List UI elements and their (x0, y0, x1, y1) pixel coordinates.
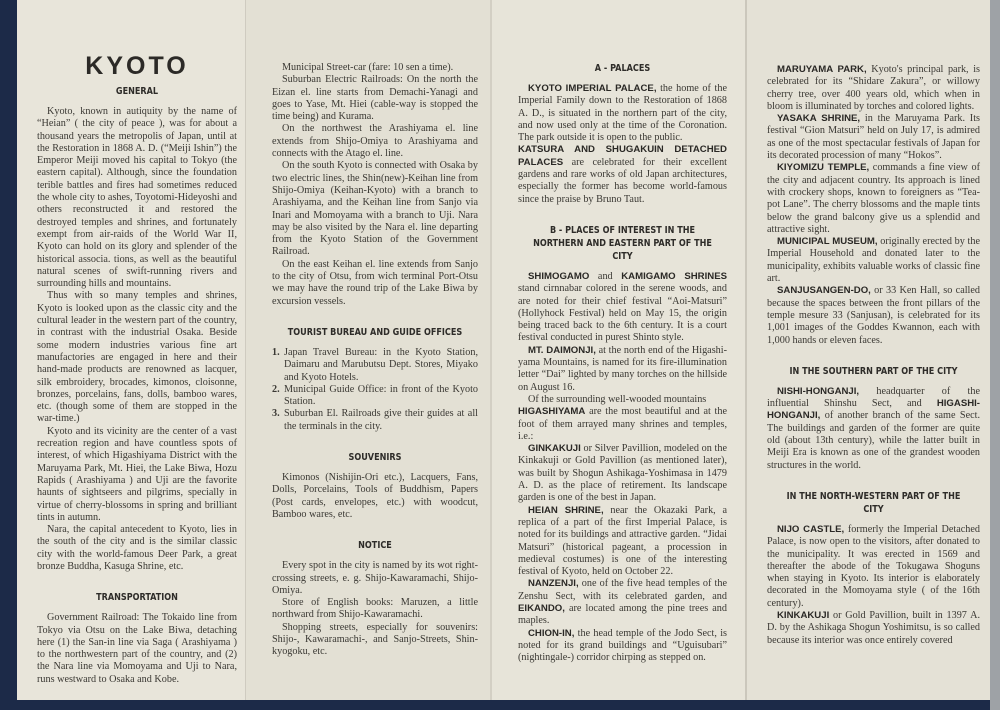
list-number: 3. (272, 408, 280, 420)
paragraph-text: headquarter of the influential Shinshu Sect, and (767, 385, 980, 410)
paragraph-lead: NISHI-HONGANJI, (777, 385, 860, 397)
list-number: 1. (272, 346, 280, 358)
paragraph-text: or Silver Pavillion, modeled on the Kinkakuji or Gold Pavillion (as mentioned later), was built by Shogun Ashikaga-Yoshimasa in 1479 A. D. as the place of retirement. Its landscape garden is one of the best in Japan. (518, 443, 727, 504)
paragraph (767, 113, 980, 162)
paragraph (272, 160, 478, 258)
paragraph-text: Government Railroad: The Tokaido line from Tokyo via Otsu on the Lake Biwa, detaching here (1) the San-in line via Saga ( Arashiyama ) to the northwestern part of the country, and (2) the Nara line via Momoyama and Uji to Nara, runs westward to Osaka and Kobe. (37, 612, 237, 685)
paragraph-text: Store of English books: Maruzen, a little northward from Shijo-Kawaramachi. (272, 597, 478, 621)
paragraph-text: On the northwest the Arashiyama el. line extends from Shijo-Omiya to Arashiyama and connects with the Atago el. line. (272, 123, 478, 160)
list-text: Municipal Guide Office: in front of the Kyoto Station. (284, 383, 478, 408)
paragraph-lead: HEIAN SHRINE, (528, 504, 604, 516)
paragraph-text: the head temple of the Jodo Sect, is noted for its grand buildings and “Uguisubari” (nightingale-) corridor chirping as stepped on. (518, 627, 727, 664)
paragraph-lead: EIKANDO, (518, 602, 565, 614)
paragraph (272, 74, 478, 123)
paragraph-text: Of the surrounding well-wooded mountains (528, 393, 707, 405)
list-number: 2. (272, 383, 280, 395)
paragraph-lead: SANJUSANGEN-DO, (777, 285, 871, 297)
paragraph (272, 62, 478, 74)
paragraph-text: of another branch of the same Sect. The buildings and garden of the former are quite old (about 13th century), while the latter built in Meiji Era is known as one of the grandest wooden structures in the world. (767, 410, 980, 471)
paragraph-text: Shopping streets, especially for souvenirs: Shijo-, Kawaramachi-, and Sanjo-Streets, Shin-kyogoku, etc. (272, 621, 478, 658)
paragraph-lead: NANZENJI, (528, 578, 579, 590)
paragraph-text: commands a fine view of the city and adjacent country. Its approach is lined with crockery shops, known to foreigners as “Tea-pot Lane”. The cherry blossoms and the maple tints below the grand balcony give us a splendid and attractive sight. (767, 162, 980, 235)
paragraph-lead: KAMIGAMO SHRINES (621, 270, 727, 282)
paragraph (37, 524, 237, 573)
paragraph (272, 597, 478, 622)
paragraph (37, 426, 237, 524)
paragraph (518, 505, 727, 579)
paragraph-text: are located among the pine trees and maples. (518, 602, 727, 627)
paragraph (272, 560, 478, 597)
panel-parks-temples (745, 0, 990, 700)
paragraph-lead: YASAKA SHRINE, (777, 113, 861, 125)
paragraph-text: and (589, 270, 622, 282)
section-heading: B - PLACES OF INTEREST IN THE NORTHERN AND EASTERN PART OF THE CITY (533, 224, 712, 262)
section-heading: SOUVENIRS (348, 452, 402, 464)
paragraph-lead: SHIMOGAMO (528, 270, 590, 282)
paragraph-text: Kyoto, known in autiquity by the name of “Heian” ( the city of peace ), was for about a thousand years the metropolis of Japan, until at the Restoration in 1868 A. D. (“Meiji Ishin”) the Emperor Meiji moved his capital to Tokyo (the eastern capital). Although, since the foundation terible battles and fires had sometimes reduced the whole city to ashes, Toyotomi-Hideyoshi and others reconstructed it and restored the destroyed temples and shrines, and fortunately exempt from air-raids of the World War II, Kyoto can hold on its glory and splender of the historical associa. tions, as well as the beautiful natural scenes of swift-running rivers and surrounding hills and mountains. (37, 106, 237, 290)
panel-palaces-places-of-interest (490, 0, 745, 700)
paragraph-lead: NIJO CASTLE, (777, 523, 845, 535)
section-heading: TOURIST BUREAU AND GUIDE OFFICES (287, 326, 463, 338)
paragraph (518, 394, 727, 406)
list-item (272, 347, 478, 384)
section-heading: NOTICE (358, 540, 392, 552)
paragraph (767, 64, 980, 113)
paragraph-text: one of the five head temples of the Zenshu Sect, with its celebrated garden, and (518, 578, 727, 602)
paragraph-lead: HIGASHIYAMA (518, 406, 586, 418)
panel-transport-offices-notice (245, 0, 490, 700)
paragraph (518, 345, 727, 394)
paragraph-text: Suburban Electric Railroads: On the north the Eizan el. line starts from Demachi-Yanagi and goes to Yase, Mt. Hiei (cable-way is stopped the time being) and Kurama. (272, 74, 478, 123)
paragraph-text: near the Okazaki Park, a replica of a part of the first Imperial Palace, is noted for its buildings and attractive garden. “Jidai Matsuri” (historical pageant, a procession in medieval costumes) is one of the interesting festival of Kyoto, held on October 22. (518, 504, 727, 578)
paragraph (37, 106, 237, 290)
panel-general-transportation (17, 0, 245, 700)
paragraph (518, 144, 727, 205)
paragraph (767, 524, 980, 610)
list-text: Suburban El. Railroads give their guides at all the terminals in the city. (284, 408, 478, 432)
paragraph-text: at the north end of the Higashi-yama Mountains, is named for its fire-illumination letter “Dai” lighted by many torches on the hillside on August 16. (518, 344, 727, 393)
paragraph-lead: GINKAKUJI (528, 443, 581, 455)
paragraph-text: Kyoto and its vicinity are the center of a vast recreation region and have countless spots of interest, of which Higashiyama District with the Maruyama Park, Mt. Hiei, the Lake Biwa, Hozu Rapids ( Arashiyama ) and Uji are the favorite haunts of sightseers and pilgrims, specially in virtue of cherry-blossoms in spring and brilliant tints in autumn. (37, 425, 237, 523)
section-heading: TRANSPORTATION (96, 592, 178, 604)
paragraph (272, 472, 478, 521)
paragraph-lead: MT. DAIMONJI, (528, 344, 596, 356)
paragraph-text: the home of the Imperial Family down to the Restoration of 1868 A. D., is situated in the northern part of the city, and now used only at the time of the Coronation. The park outside it is open to the public. (518, 83, 727, 144)
list-text: Japan Travel Bureau: in the Kyoto Station, Daimaru and Marubutsu Dept. Stores, Miyako and Kyoto Hotels. (284, 346, 478, 383)
section-heading: IN THE SOUTHERN PART OF THE CITY (789, 365, 958, 377)
paragraph-text: Municipal Street-car (fare: 10 sen a time). (282, 62, 454, 73)
paragraph-lead: MUNICIPAL MUSEUM, (777, 236, 878, 248)
paragraph (518, 578, 727, 627)
paragraph-text: Nara, the capital antecedent to Kyoto, lies in the south of the city and is the similar classic city with the world-famous Deer Park, a great bronze Buddha, Kasuga Shrine, etc. (37, 524, 237, 572)
paragraph (37, 612, 237, 686)
paragraph-text: formerly the Imperial Detached Palace, is now open to the visitors, after donated to the municipality. It was erected in 1569 and thereafter the abode of the Tokugawa Shoguns when staying in Kyoto. Its interior is elaborately decorated in the Momoyama style ( of the 16th century). (767, 523, 980, 609)
paragraph (272, 123, 478, 160)
paragraph (272, 622, 478, 659)
paragraph-text: in the Maruyama Park. Its festival “Gion Matsuri” held on July 17, is admired as one of the most spectacular festivals of Japan for its decorated procession of many “Hokos”. (767, 113, 980, 162)
paragraph (37, 290, 237, 425)
paragraph-text: Kyoto's principal park, is celebrated for its “Shidare Zakura”, or willowy cherry tree, over 400 years old, which when in bloom is illuminated by torches and colored lights. (767, 64, 981, 112)
paragraph-lead: CHION-IN, (528, 627, 575, 639)
paragraph-text: are celebrated for their excellent gardens and rare works of old Japan architectures, especially the former has become world-famous since the praise by Bruno Taut. (518, 156, 727, 205)
paragraph (518, 628, 727, 665)
paragraph (518, 83, 727, 144)
paragraph (767, 236, 980, 285)
paragraph-text: Kimonos (Nishijin-Ori etc.), Lacquers, Fans, Dolls, Porcelains, Tools of Buddhism, Papers (Post cards, envelopes, etc.) with woodcut, Bamboo wares, etc. (272, 472, 478, 520)
section-heading: A - PALACES (594, 63, 651, 74)
paragraph-text: or 33 Ken Hall, so called because the spaces between the front pillars of the temple mesure 33 (Sanjusan), is celebrated for its 1,001 images of the Goddes Kwannon, each with 1,000 hands or eleven faces. (767, 285, 980, 346)
paragraph-lead: KYOTO IMPERIAL PALACE, (528, 83, 657, 94)
paragraph-lead: MARUYAMA PARK, (777, 64, 867, 75)
paragraph (272, 259, 478, 308)
paragraph (767, 285, 980, 346)
paragraph-lead: KIYOMIZU TEMPLE, (777, 162, 870, 174)
paragraph-text: Thus with so many temples and shrines, Kyoto is looked upon as the classic city and the cultural leader in the western part of the country, in contrast with the industrial Osaka. Beside some modern industries various fine art manufactories are engaged in here and their hand-made products are renowned as lacquer, silk embroidery, brocades, kimonos, cloisonne, bronzes, porcelains, fans, dolls, bamboo wares, etc. (though some of them are stopped in the war-time.) (37, 290, 237, 425)
section-heading: IN THE NORTH-WESTERN PART OF THE CITY (786, 490, 961, 515)
next-page-edge (990, 0, 1000, 710)
paragraph-text: On the east Keihan el. line extends from Sanjo to the city of Otsu, from wich terminal Port-Otsu we may have the round trip of the Lake Biwa by excursion vessels. (272, 258, 478, 307)
paragraph (518, 271, 727, 345)
section-heading: GENERAL (115, 86, 159, 97)
paragraph-lead: HIGASHI-HONGANJI, (767, 398, 980, 422)
paragraph-text: are the most beautiful and at the foot of them arrayed many shrines and temples, i.e.: (518, 406, 727, 442)
list-item (272, 408, 478, 433)
page-title: KYOTO (85, 52, 189, 80)
paragraph-text: or Gold Pavillion, built in 1397 A. D. by the Ashikaga Shogun Yoshimitsu, is so called because its interior was once entirely covered (767, 609, 980, 646)
paragraph-lead: KATSURA AND SHUGAKUIN DETACHED PALACES (518, 144, 727, 168)
paragraph-lead: KINKAKUJI (777, 609, 830, 621)
paragraph (767, 162, 980, 236)
paragraph (518, 443, 727, 504)
paragraph-text: originally erected by the Imperial Household and donated later to the municipality, exhibits valuable works of classic fine art. (767, 236, 980, 285)
paragraph-text: Every spot in the city is named by its wot right-crossing streets, e. g. Shijo-Kawaramachi, Shijo-Omiya. (272, 560, 478, 596)
list-item (272, 384, 478, 409)
paragraph (518, 406, 727, 443)
paragraph (767, 610, 980, 647)
paragraph-text: On the south Kyoto is connected with Osaka by two electric lines, the Shin(new)-Keihan line from Shijo-Omiya (Keihan-Kyoto) with a branch to Arashiyama, and the Keihan line from Sanjo via Inari and Momoyama with a branch to Uji. Nara may be also visited by the Nara el. line departing from the Kyoto Station of the Government Railroad. (272, 160, 478, 258)
paragraph (767, 386, 980, 472)
paragraph-text: stand cirnnabar colored in the serene woods, and are noted for their chief festival “Aoi-Matsuri” (Hollyhock Festival) held on May 15, the origin being traced back to the 6th century. It is a court festival conducted in purest Shinto style. (518, 283, 727, 344)
